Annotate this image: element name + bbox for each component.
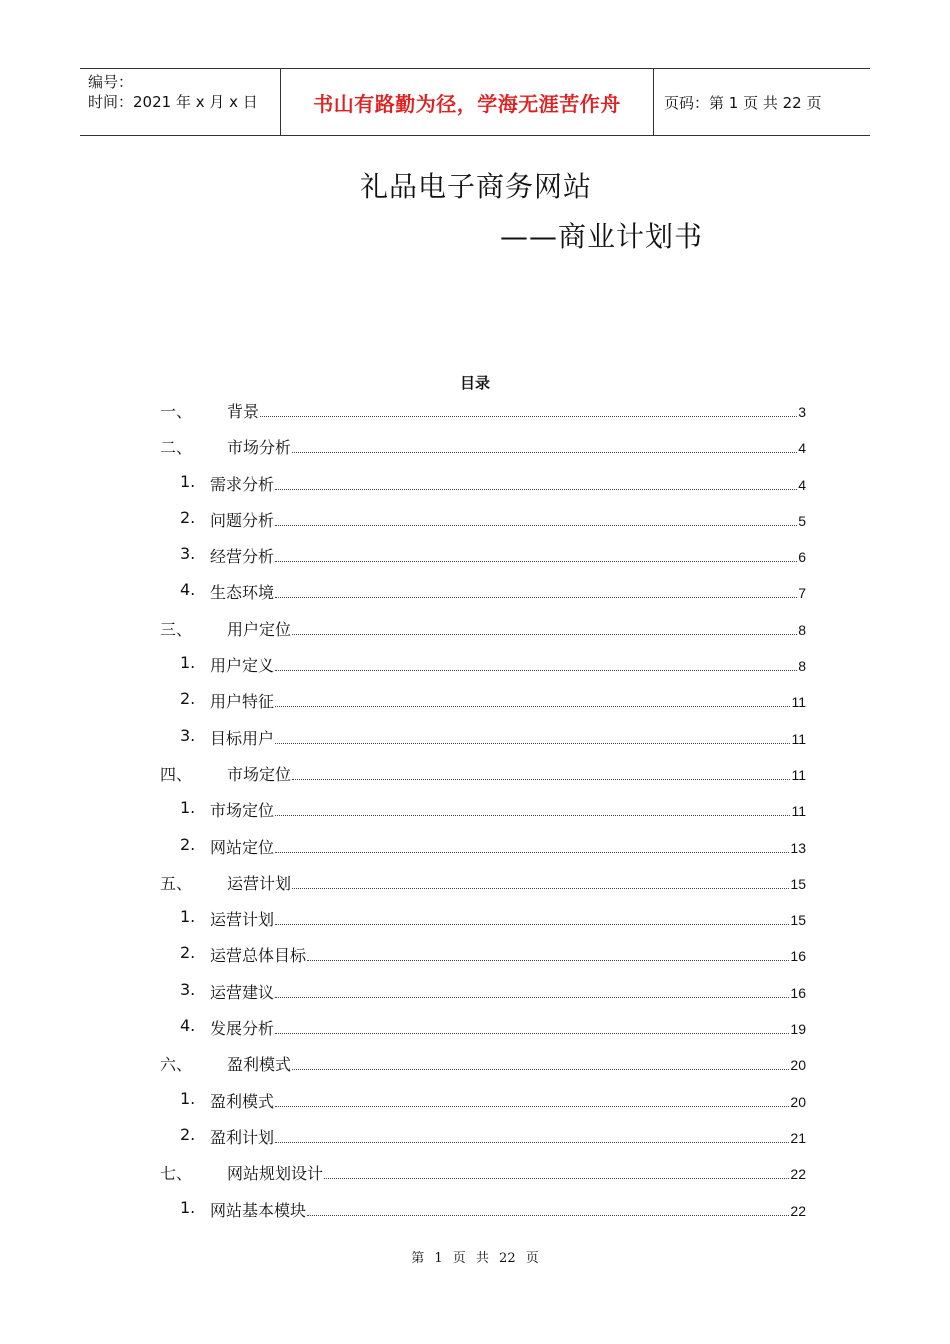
toc-leader-dots xyxy=(307,960,789,961)
header-page-info-cell xyxy=(654,69,870,135)
header-page-info: 页码：第 1 页 共 22 页 xyxy=(664,93,822,112)
toc-entry-label: 市场定位 xyxy=(227,764,292,784)
toc-entry-page: 6 xyxy=(798,549,806,566)
toc-entry[interactable] xyxy=(160,899,806,935)
toc-entry-page: 22 xyxy=(790,1202,806,1219)
toc-entry[interactable] xyxy=(160,1190,806,1226)
toc-entry-number: 4. xyxy=(180,580,196,600)
toc-entry-page: 22 xyxy=(790,1166,806,1183)
toc-entry-line xyxy=(227,399,806,422)
toc-entry-page: 4 xyxy=(798,476,806,493)
toc-entry-number: 1. xyxy=(180,1197,196,1217)
toc-entry-line xyxy=(210,1198,806,1221)
toc-entry-page: 20 xyxy=(790,1093,806,1110)
toc-leader-dots xyxy=(324,1178,789,1179)
toc-entry[interactable] xyxy=(160,536,806,572)
toc-leader-dots xyxy=(275,670,797,671)
toc-entry-line xyxy=(210,1125,806,1148)
toc-entry-label: 运营计划 xyxy=(210,910,275,930)
toc-entry-label: 市场分析 xyxy=(227,438,292,458)
toc-leader-dots xyxy=(292,1069,789,1070)
toc-entry-label: 目标用户 xyxy=(210,728,275,748)
toc-entry-page: 5 xyxy=(798,512,806,529)
toc-entry-page: 21 xyxy=(790,1129,806,1146)
toc-entry[interactable] xyxy=(160,1153,806,1189)
toc-entry-line xyxy=(210,472,806,495)
toc-entry-label: 网站规划设计 xyxy=(227,1164,324,1184)
toc-entry-number: 1. xyxy=(180,1088,196,1108)
toc-entry-page: 11 xyxy=(791,803,806,820)
toc-entry-line xyxy=(210,907,806,930)
toc-entry[interactable] xyxy=(160,1044,806,1080)
toc-entry[interactable] xyxy=(160,754,806,790)
toc-entry-number: 五、 xyxy=(160,873,193,893)
toc-leader-dots xyxy=(275,852,789,853)
toc-entry-label: 盈利模式 xyxy=(210,1091,275,1111)
toc-entry[interactable] xyxy=(160,681,806,717)
toc-entry-label: 用户定义 xyxy=(210,656,275,676)
header-meta xyxy=(80,69,281,135)
toc-entry-line xyxy=(210,580,806,603)
toc-entry-line xyxy=(227,871,806,894)
toc-leader-dots xyxy=(275,706,790,707)
toc-entry-page: 8 xyxy=(798,658,806,675)
toc-entry-page: 8 xyxy=(798,621,806,638)
toc-entry-label: 网站定位 xyxy=(210,837,275,857)
toc-entry-page: 11 xyxy=(791,694,806,711)
toc-entry-line xyxy=(210,544,806,567)
document-subtitle: ——商业计划书 xyxy=(500,220,704,253)
toc-entry-number: 2. xyxy=(180,1124,196,1144)
document-title: 礼品电子商务网站 xyxy=(360,170,593,203)
toc-entry[interactable] xyxy=(160,1081,806,1117)
toc-entry-page: 20 xyxy=(790,1057,806,1074)
header-time-label: 时间：2021 年 x 月 x 日 xyxy=(88,93,258,111)
toc-entry-line xyxy=(227,435,806,458)
page-footer: 第 1 页 共 22 页 xyxy=(411,1251,539,1266)
toc-entry-label: 盈利计划 xyxy=(210,1127,275,1147)
toc-leader-dots xyxy=(275,924,789,925)
toc-entry-line xyxy=(210,726,806,749)
toc-entry-line xyxy=(227,762,806,785)
toc-entry-number: 七、 xyxy=(160,1164,193,1184)
toc-entry-page: 7 xyxy=(798,585,806,602)
toc-entry[interactable] xyxy=(160,972,806,1008)
toc-entry-line xyxy=(210,980,806,1003)
toc-entry-label: 经营分析 xyxy=(210,547,275,567)
toc-entry-label: 背景 xyxy=(227,402,260,421)
toc-heading: 目录 xyxy=(459,374,490,392)
toc-leader-dots xyxy=(275,561,797,562)
toc-entry-line xyxy=(227,1161,806,1184)
page-header xyxy=(80,68,870,136)
toc-entry[interactable] xyxy=(160,427,806,463)
toc-entry-page: 19 xyxy=(790,1021,806,1038)
toc-leader-dots xyxy=(275,1033,789,1034)
toc-entry[interactable] xyxy=(160,500,806,536)
toc-entry-line xyxy=(210,835,806,858)
table-of-contents xyxy=(160,391,806,1226)
toc-entry-number: 四、 xyxy=(160,764,193,784)
header-motto-cell xyxy=(281,69,654,135)
toc-entry-page: 11 xyxy=(791,766,806,783)
toc-entry[interactable] xyxy=(160,935,806,971)
toc-entry[interactable] xyxy=(160,827,806,863)
toc-leader-dots xyxy=(275,489,797,490)
toc-entry-label: 市场定位 xyxy=(210,801,275,821)
toc-entry-line xyxy=(210,508,806,531)
toc-entry-page: 13 xyxy=(790,839,806,856)
toc-leader-dots xyxy=(275,597,797,598)
toc-entry-line xyxy=(210,1016,806,1039)
toc-leader-dots xyxy=(275,525,797,526)
toc-entry-number: 1. xyxy=(180,471,196,491)
toc-entry-number: 二、 xyxy=(160,438,193,458)
toc-entry-number: 3. xyxy=(180,544,196,564)
toc-leader-dots xyxy=(292,634,797,635)
toc-entry-number: 4. xyxy=(180,1016,196,1036)
toc-entry-number: 3. xyxy=(180,979,196,999)
toc-entry-line xyxy=(227,1052,806,1075)
toc-entry-line xyxy=(210,798,806,821)
header-number-label: 编号： xyxy=(88,73,134,91)
toc-entry[interactable] xyxy=(160,572,806,608)
toc-entry-number: 2. xyxy=(180,943,196,963)
toc-entry-label: 运营建议 xyxy=(210,982,275,1002)
toc-leader-dots xyxy=(275,815,790,816)
toc-entry-line xyxy=(210,943,806,966)
toc-entry[interactable] xyxy=(160,464,806,500)
toc-entry-number: 2. xyxy=(180,507,196,527)
header-motto: 书山有路勤为径，学海无涯苦作舟 xyxy=(313,91,621,116)
toc-entry-label: 问题分析 xyxy=(210,510,275,530)
toc-entry-page: 15 xyxy=(790,912,806,929)
toc-entry-line xyxy=(210,689,806,712)
toc-entry-number: 一、 xyxy=(160,402,193,421)
toc-entry-page: 16 xyxy=(790,948,806,965)
toc-entry[interactable] xyxy=(160,1117,806,1153)
toc-entry-number: 1. xyxy=(180,798,196,818)
toc-entry[interactable] xyxy=(160,645,806,681)
toc-leader-dots xyxy=(292,888,789,889)
toc-entry-label: 用户特征 xyxy=(210,692,275,712)
toc-entry[interactable] xyxy=(160,790,806,826)
toc-entry[interactable] xyxy=(160,863,806,899)
toc-entry-line xyxy=(227,617,806,640)
toc-entry-page: 3 xyxy=(798,404,806,420)
toc-entry-page: 4 xyxy=(798,440,806,457)
toc-leader-dots xyxy=(292,452,797,453)
toc-leader-dots xyxy=(275,743,790,744)
toc-entry[interactable] xyxy=(160,391,806,427)
toc-leader-dots xyxy=(307,1215,789,1216)
toc-entry-line xyxy=(210,653,806,676)
toc-entry-page: 15 xyxy=(790,875,806,892)
toc-entry-label: 用户定位 xyxy=(227,619,292,639)
toc-entry-label: 运营总体目标 xyxy=(210,946,307,966)
toc-entry-number: 2. xyxy=(180,834,196,854)
toc-leader-dots xyxy=(292,779,790,780)
toc-entry-number: 3. xyxy=(180,725,196,745)
toc-leader-dots xyxy=(260,416,797,417)
toc-entry[interactable] xyxy=(160,1008,806,1044)
toc-entry-label: 需求分析 xyxy=(210,474,275,494)
toc-leader-dots xyxy=(275,1106,789,1107)
toc-entry-number: 1. xyxy=(180,653,196,673)
toc-entry-number: 三、 xyxy=(160,619,193,639)
toc-entry-label: 运营计划 xyxy=(227,873,292,893)
toc-entry[interactable] xyxy=(160,609,806,645)
toc-entry-label: 盈利模式 xyxy=(227,1055,292,1075)
toc-entry-label: 发展分析 xyxy=(210,1019,275,1039)
toc-entry-page: 16 xyxy=(790,984,806,1001)
toc-entry-label: 生态环境 xyxy=(210,583,275,603)
toc-entry-number: 2. xyxy=(180,689,196,709)
toc-entry[interactable] xyxy=(160,718,806,754)
toc-entry-number: 1. xyxy=(180,907,196,927)
toc-leader-dots xyxy=(275,997,789,998)
toc-entry-page: 11 xyxy=(791,730,806,747)
toc-entry-number: 六、 xyxy=(160,1055,193,1075)
toc-leader-dots xyxy=(275,1142,789,1143)
toc-entry-label: 网站基本模块 xyxy=(210,1200,307,1220)
toc-entry-line xyxy=(210,1089,806,1112)
